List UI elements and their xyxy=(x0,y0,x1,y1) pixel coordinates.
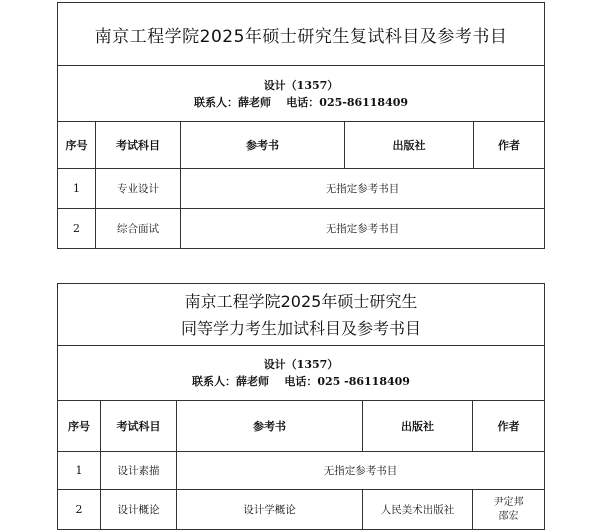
retest-subjects-table xyxy=(57,2,545,249)
header-row xyxy=(58,122,545,169)
row-no: 1 xyxy=(58,169,96,209)
header-no: 序号 xyxy=(58,122,96,169)
table-row xyxy=(58,452,545,490)
row-no: 1 xyxy=(58,452,101,490)
table-row xyxy=(58,169,545,209)
row-subject: 综合面试 xyxy=(96,209,181,249)
header-subject: 考试科目 xyxy=(101,401,177,452)
row-subject: 设计素描 xyxy=(101,452,177,490)
row-subject: 设计概论 xyxy=(101,490,177,530)
major-name: 设计（1357） xyxy=(263,78,339,92)
table-row xyxy=(58,209,545,249)
header-publisher: 出版社 xyxy=(345,122,474,169)
header-author: 作者 xyxy=(474,122,545,169)
equivalent-subjects-table xyxy=(57,283,545,530)
table-title xyxy=(58,284,545,346)
row-subject: 专业设计 xyxy=(96,169,181,209)
header-book: 参考书 xyxy=(177,401,363,452)
row-note: 无指定参考书目 xyxy=(181,169,545,209)
row-no: 2 xyxy=(58,490,101,530)
row-book: 设计学概论 xyxy=(177,490,363,530)
contact-line: 联系人：薛老师 电话：025 -86118409 xyxy=(192,375,410,388)
title-line-1: 南京工程学院2025年硕士研究生 xyxy=(184,291,418,311)
header-author: 作者 xyxy=(473,401,545,452)
header-row xyxy=(58,401,545,452)
table-title: 南京工程学院2025年硕士研究生复试科目及参考书目 xyxy=(58,3,545,66)
major-contact-info xyxy=(58,66,545,122)
author-name: 尹定邦 xyxy=(493,496,524,508)
author-name: 邵宏 xyxy=(498,510,519,522)
row-note: 无指定参考书目 xyxy=(177,452,545,490)
row-no: 2 xyxy=(58,209,96,249)
title-line-2: 同等学力考生加试科目及参考书目 xyxy=(180,318,421,338)
major-name: 设计（1357） xyxy=(263,358,339,371)
row-author xyxy=(473,490,545,530)
header-publisher: 出版社 xyxy=(363,401,473,452)
header-no: 序号 xyxy=(58,401,101,452)
major-contact-info xyxy=(58,346,545,401)
table-row xyxy=(58,490,545,530)
header-subject: 考试科目 xyxy=(96,122,181,169)
contact-line: 联系人：薛老师 电话：025-86118409 xyxy=(193,95,409,109)
row-publisher: 人民美术出版社 xyxy=(363,490,473,530)
row-note: 无指定参考书目 xyxy=(181,209,545,249)
header-book: 参考书 xyxy=(181,122,345,169)
